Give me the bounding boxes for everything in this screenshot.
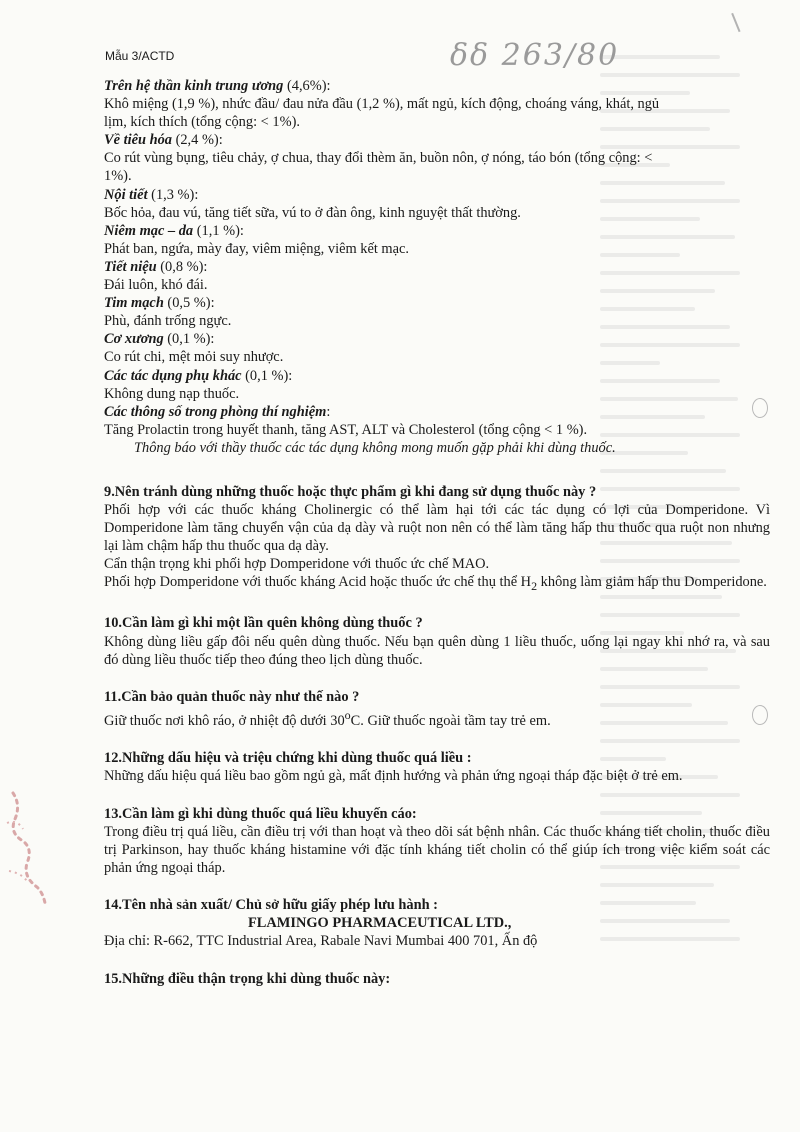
corner-pen-mark [731,4,763,32]
endocrine-pct: (1,3 %): [147,186,199,203]
lab-pct: : [326,403,331,420]
cardio-pct: (0,5 %): [163,295,215,312]
cardio-heading-line [104,294,770,312]
other-heading: Các tác dụng phụ khác [104,367,242,384]
manufacturer-name: FLAMINGO PHARMACEUTICAL LTD., [248,915,512,932]
musculo-heading-line [104,330,770,348]
section-14-title: 14.Tên nhà sản xuất/ Chủ sở hữu giấy phép lưu hành : [104,897,438,914]
section-15-title: 15.Những điều thận trọng khi dùng thuốc này: [104,970,391,987]
manufacturer-address: Địa chỉ: R-662, TTC Industrial Area, Rabale Navi Mumbai 400 701, Ấn độ [104,933,538,950]
lab-text: Tăng Prolactin trong huyết thanh, tăng AST, ALT và Cholesterol (tổng cộng < 1 %). [104,421,588,438]
lab-heading: Các thông số trong phòng thí nghiệm [104,403,327,420]
leaflet-content [104,77,770,988]
skin-text: Phát ban, ngứa, mày đay, viêm miệng, viêm kết mạc. [104,240,409,257]
cardio-heading: Tim mạch [104,295,164,312]
section-10-title: 10.Cần làm gì khi một lần quên không dùng thuốc ? [104,615,423,632]
skin-pct: (1,1 %): [193,222,244,239]
cardio-text: Phù, đánh trống ngực. [104,313,232,330]
digestive-heading: Về tiêu hóa [104,132,172,149]
handwritten-note: δδ 263/80 [450,38,620,73]
section-9-paragraph-3: Phối hợp Domperidone với thuốc kháng Acid hoặc thuốc ức chế thụ thể $H_2$ không làm giảm hấp thu Domperidone. [104,574,767,594]
side-effect-notice: Thông báo với thầy thuốc các tác dụng không mong muốn gặp phải khi dùng thuốc. [134,439,616,456]
section-12-paragraph: Những dấu hiệu quá liều bao gồm ngủ gà, mất định hướng và phản ứng ngoại tháp đặc biệt ở trẻ em. [104,767,683,784]
endocrine-heading: Nội tiết [104,186,148,203]
urinary-heading-line [104,258,770,276]
digestive-text-2: 1%). [104,168,132,185]
section-11-paragraph: Giữ thuốc nơi khô ráo, ở nhiệt độ dưới 30$^o$C. Giữ thuốc ngoài tầm tay trẻ em. [104,707,551,729]
section-13-title: 13.Cần làm gì khi dùng thuốc quá liều khuyến cáo: [104,805,417,822]
section-10-paragraph: Không dùng liều gấp đôi nếu quên dùng thuốc. Nếu bạn quên dùng 1 liều thuốc, uống lại ngay khi nhớ ra, và sau đó dùng liều thuốc tiếp theo đúng theo lịch dùng thuốc. [104,633,770,668]
skin-heading: Niêm mạc – da [104,222,194,239]
section-9-paragraph-1: Phối hợp với các thuốc kháng Cholinergic có thể làm hại tới các tác dụng có lợi của Domperidone. Vì Domperidone làm tăng chuyển vận của dạ dày và ruột non nên có thể làm tăng hấp thu thuốc qua ruột non nhưng lại làm chậm hấp thu thuốc qua dạ dày. [104,502,770,555]
form-label: Mẫu 3/ACTD [105,49,175,63]
cns-heading: Trên hệ thần kinh trung ương [104,78,284,94]
musculo-pct: (0,1 %): [163,331,215,348]
skin-heading-line [104,222,770,240]
urinary-text: Đái luôn, khó đái. [104,277,208,294]
section-9-paragraph-2: Cẩn thận trọng khi phối hợp Domperidone với thuốc ức chế MAO. [104,556,490,573]
musculo-text: Co rút chi, mệt mỏi suy nhược. [104,349,284,366]
cns-text-1: Khô miệng (1,9 %), nhức đầu/ đau nửa đầu (1,2 %), mất ngủ, kích động, choáng váng, khát, ngủ [104,96,660,113]
section-12-title: 12.Những dấu hiệu và triệu chứng khi dùng thuốc quá liều : [104,749,472,766]
digestive-heading-line [104,131,770,149]
digestive-pct: (2,4 %): [171,132,223,149]
section-13-paragraph: Trong điều trị quá liều, cần điều trị với than hoạt và theo dõi sát bệnh nhân. Các thuốc kháng tiết cholin, thuốc điều trị Parkinson, hay thuốc kháng histamine với đặc tính kháng tiết cholin có thể giúp ích trong việc kiểm soát các phản ứng ngoại tháp. [104,823,770,877]
endocrine-text: Bốc hỏa, đau vú, tăng tiết sữa, vú to ở đàn ông, kinh nguyệt thất thường. [104,204,521,221]
cns-pct: (4,6%): [283,78,331,94]
section-9-title: 9.Nên tránh dùng những thuốc hoặc thực phẩm gì khi đang sử dụng thuốc này ? [104,483,597,500]
urinary-heading: Tiết niệu [104,258,157,275]
cns-heading-line [104,77,770,95]
digestive-text-1: Co rút vùng bụng, tiêu chảy, ợ chua, thay đổi thèm ăn, buồn nôn, ợ nóng, táo bón (tổng cộng: < [104,150,653,167]
other-pct: (0,1 %): [241,367,293,384]
cns-text-2: lịm, kích thích (tổng cộng: < 1%). [104,114,300,131]
other-text: Không dung nạp thuốc. [104,385,240,402]
section-11-title: 11.Cần bảo quản thuốc này như thế nào ? [104,688,360,705]
urinary-pct: (0,8 %): [156,258,208,275]
musculo-heading: Cơ xương [104,331,164,348]
lab-heading-line [104,403,770,421]
endocrine-heading-line [104,186,770,204]
red-stamp-mark [3,783,49,913]
other-heading-line [104,367,770,385]
